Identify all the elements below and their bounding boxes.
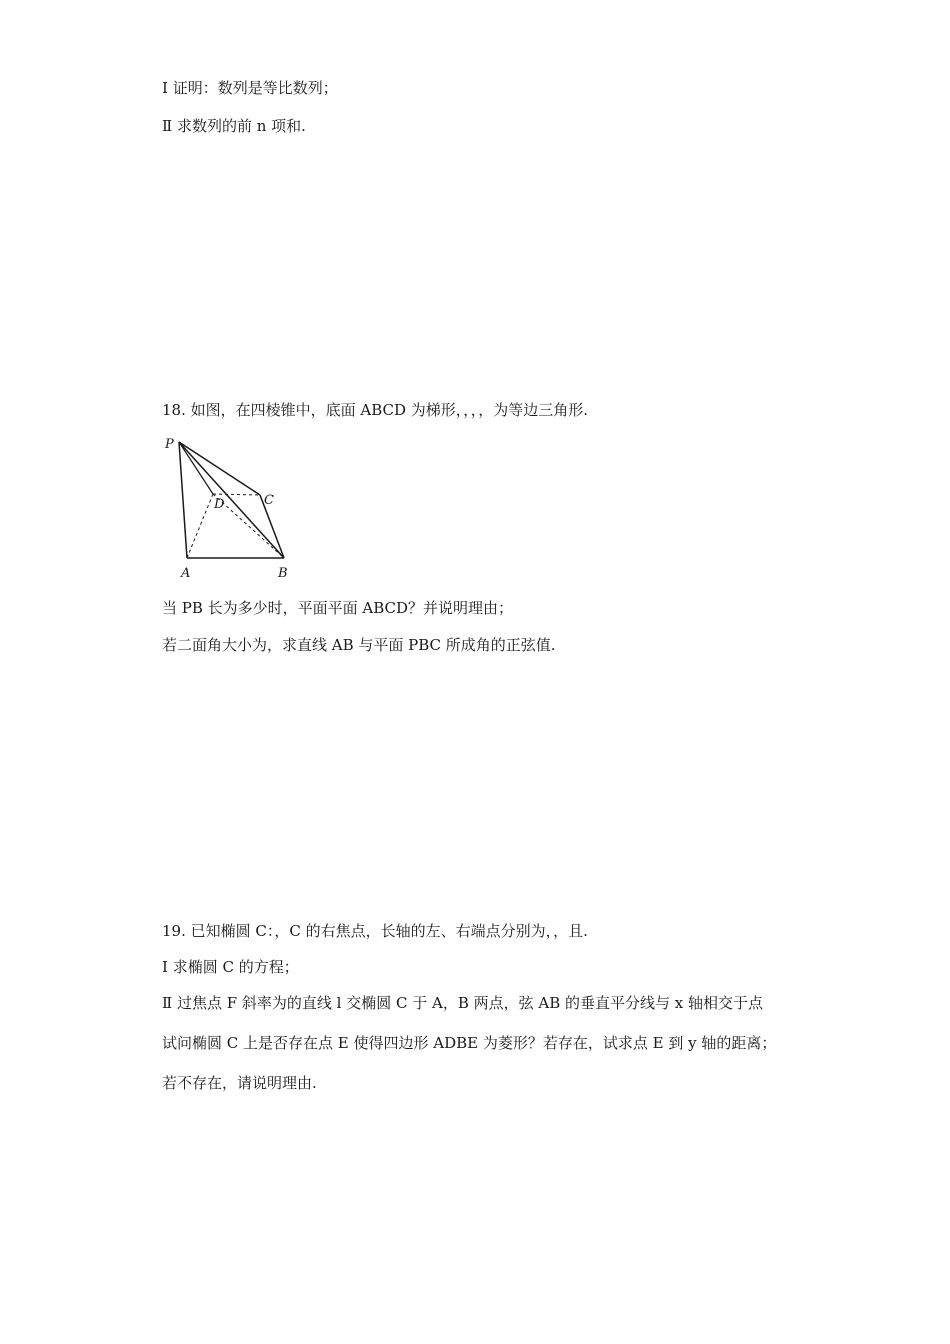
label-B: B bbox=[278, 566, 288, 581]
edge-AD bbox=[187, 494, 213, 558]
label-P: P bbox=[165, 437, 174, 452]
problem19-question2-line1: Ⅱ 过焦点 F 斜率为的直线 l 交椭圆 C 于 A，B 两点，弦 AB 的垂直平分线与 x 轴相交于点 bbox=[162, 994, 764, 1012]
problem18-stem: 18. 如图，在四棱锥中，底面 ABCD 为梯形，，，，为等边三角形. bbox=[162, 401, 589, 419]
problem17-part2: Ⅱ 求数列的前 n 项和. bbox=[162, 117, 306, 135]
problem17-part1: Ⅰ 证明：数列是等比数列； bbox=[162, 79, 338, 97]
label-A: A bbox=[181, 566, 191, 581]
label-D: D bbox=[214, 497, 225, 512]
label-C: C bbox=[264, 493, 274, 508]
pyramid-figure bbox=[160, 434, 300, 584]
pyramid-diagram bbox=[160, 434, 300, 584]
problem19-question1: Ⅰ 求椭圆 C 的方程； bbox=[162, 958, 299, 976]
problem19-stem: 19. 已知椭圆 C：，C 的右焦点，长轴的左、右端点分别为，，且. bbox=[162, 922, 588, 940]
problem18-question1: 当 PB 长为多少时，平面平面 ABCD？并说明理由； bbox=[162, 599, 514, 617]
edge-PA bbox=[179, 442, 187, 558]
problem19-question2-line2: 试问椭圆 C 上是否存在点 E 使得四边形 ADBE 为菱形？若存在，试求点 E 到 y 轴的距离； bbox=[162, 1034, 777, 1052]
edge-DC bbox=[213, 494, 260, 495]
problem18-question2: 若二面角大小为，求直线 AB 与平面 PBC 所成角的正弦值. bbox=[162, 636, 556, 654]
edge-PD bbox=[179, 442, 213, 494]
problem19-question2-line3: 若不存在，请说明理由. bbox=[162, 1074, 317, 1092]
